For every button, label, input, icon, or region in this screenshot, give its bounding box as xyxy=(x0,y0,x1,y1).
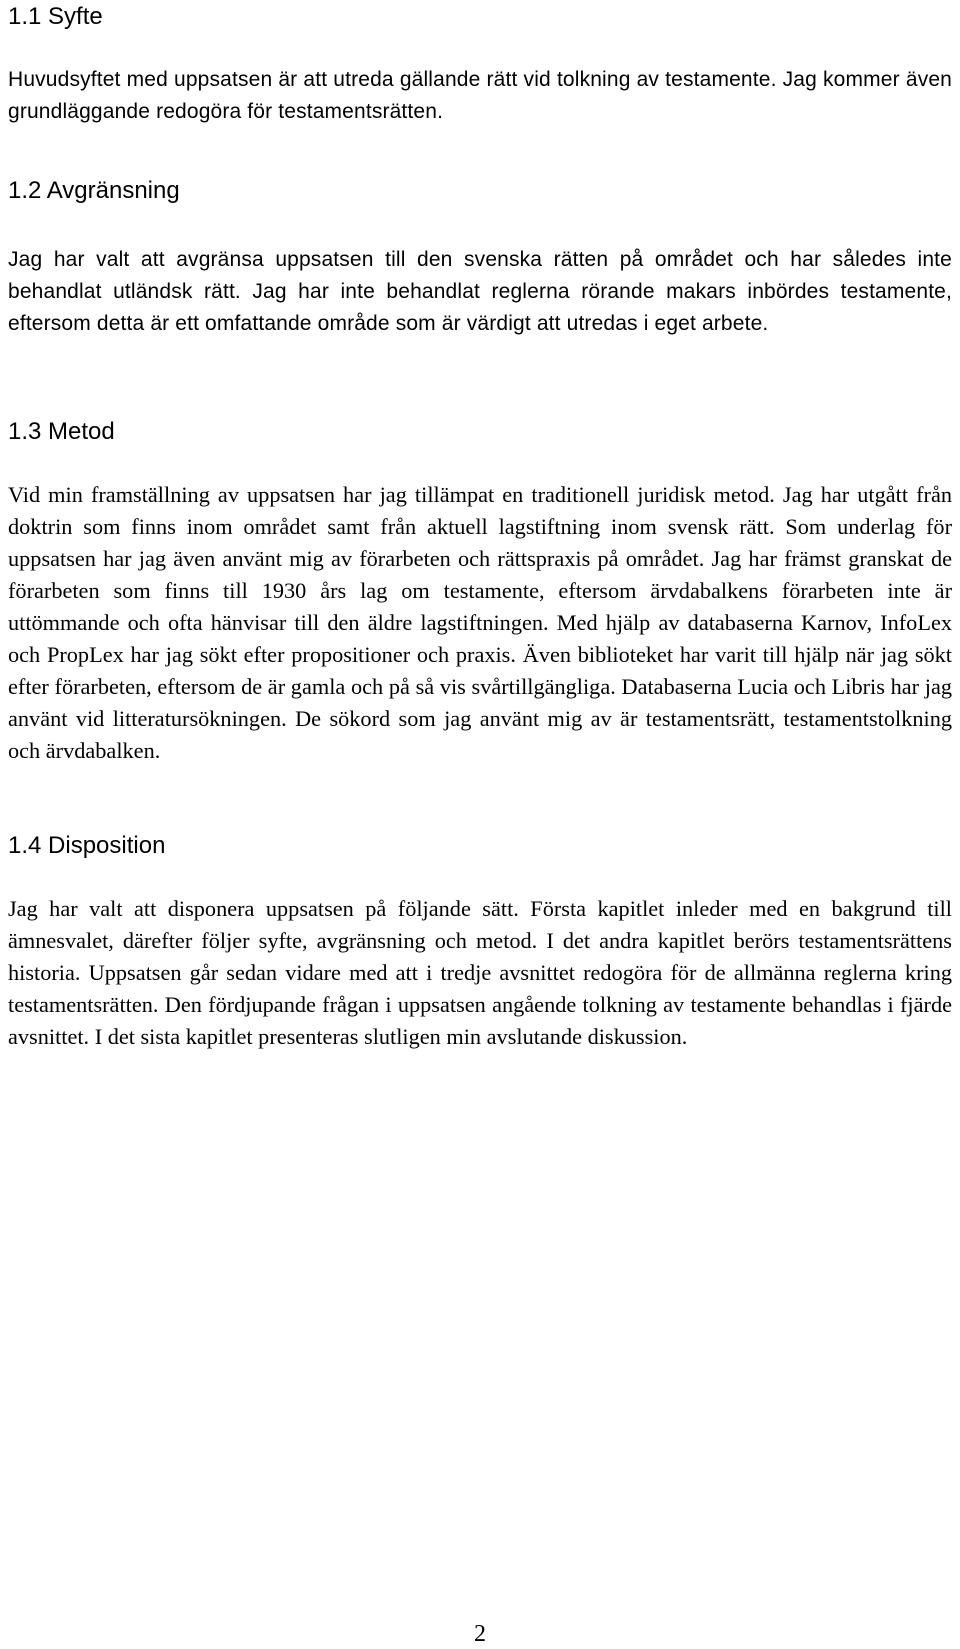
page-number: 2 xyxy=(474,1621,486,1647)
section-heading-metod: 1.3 Metod xyxy=(8,418,115,445)
section-paragraph-avgransning: Jag har valt att avgränsa uppsatsen till den svenska rätten på området och har således inte behandlat utländsk rätt. Jag har inte behandlat reglerna rörande makars inbördes testamente, eftersom detta är ett omfattande område som är värdigt att utredas i eget arbete. xyxy=(8,248,952,335)
section-heading-avgransning: 1.2 Avgränsning xyxy=(8,177,180,204)
section-heading-syfte: 1.1 Syfte xyxy=(8,3,103,30)
section-heading-disposition: 1.4 Disposition xyxy=(8,832,166,859)
section-paragraph-metod: Vid min framställning av uppsatsen har jag tillämpat en traditionell juridisk metod. Jag har utgått från doktrin som finns inom området samt från aktuell lagstiftning inom svensk rätt. Som underlag för uppsatsen har jag även använt mig av förarbeten och rättspraxis på området. Jag har främst granskat de förarbeten som finns till 1930 års lag om testamente, eftersom ärvdabalkens förarbeten inte är uttömmande och ofta hänvisar till den äldre lagstiftningen. Med hjälp av databaserna Karnov, InfoLex och PropLex har jag sökt efter propositioner och praxis. Även biblioteket har varit till hjälp när jag sökt efter förarbeten, eftersom de är gamla och på så vis svårtillgängliga. Databaserna Lucia och Libris har jag använt vid litteratursökningen. De sökord som jag använt mig av är testamentsrätt, testamentstolkning och ärvdabalken. xyxy=(8,482,952,763)
section-paragraph-syfte: Huvudsyftet med uppsatsen är att utreda gällande rätt vid tolkning av testamente. Jag kommer även grundläggande redogöra för testamentsrätten. xyxy=(8,68,952,123)
section-paragraph-disposition: Jag har valt att disponera uppsatsen på följande sätt. Första kapitlet inleder med en bakgrund till ämnesvalet, därefter följer syfte, avgränsning och metod. I det andra kapitlet berörs testamentsrättens historia. Uppsatsen går sedan vidare med att i tredje avsnittet redogöra för de allmänna reglerna kring testamentsrätten. Den fördjupande frågan i uppsatsen angående tolkning av testamente behandlas i fjärde avsnittet. I det sista kapitlet presenteras slutligen min avslutande diskussion. xyxy=(8,896,952,1049)
